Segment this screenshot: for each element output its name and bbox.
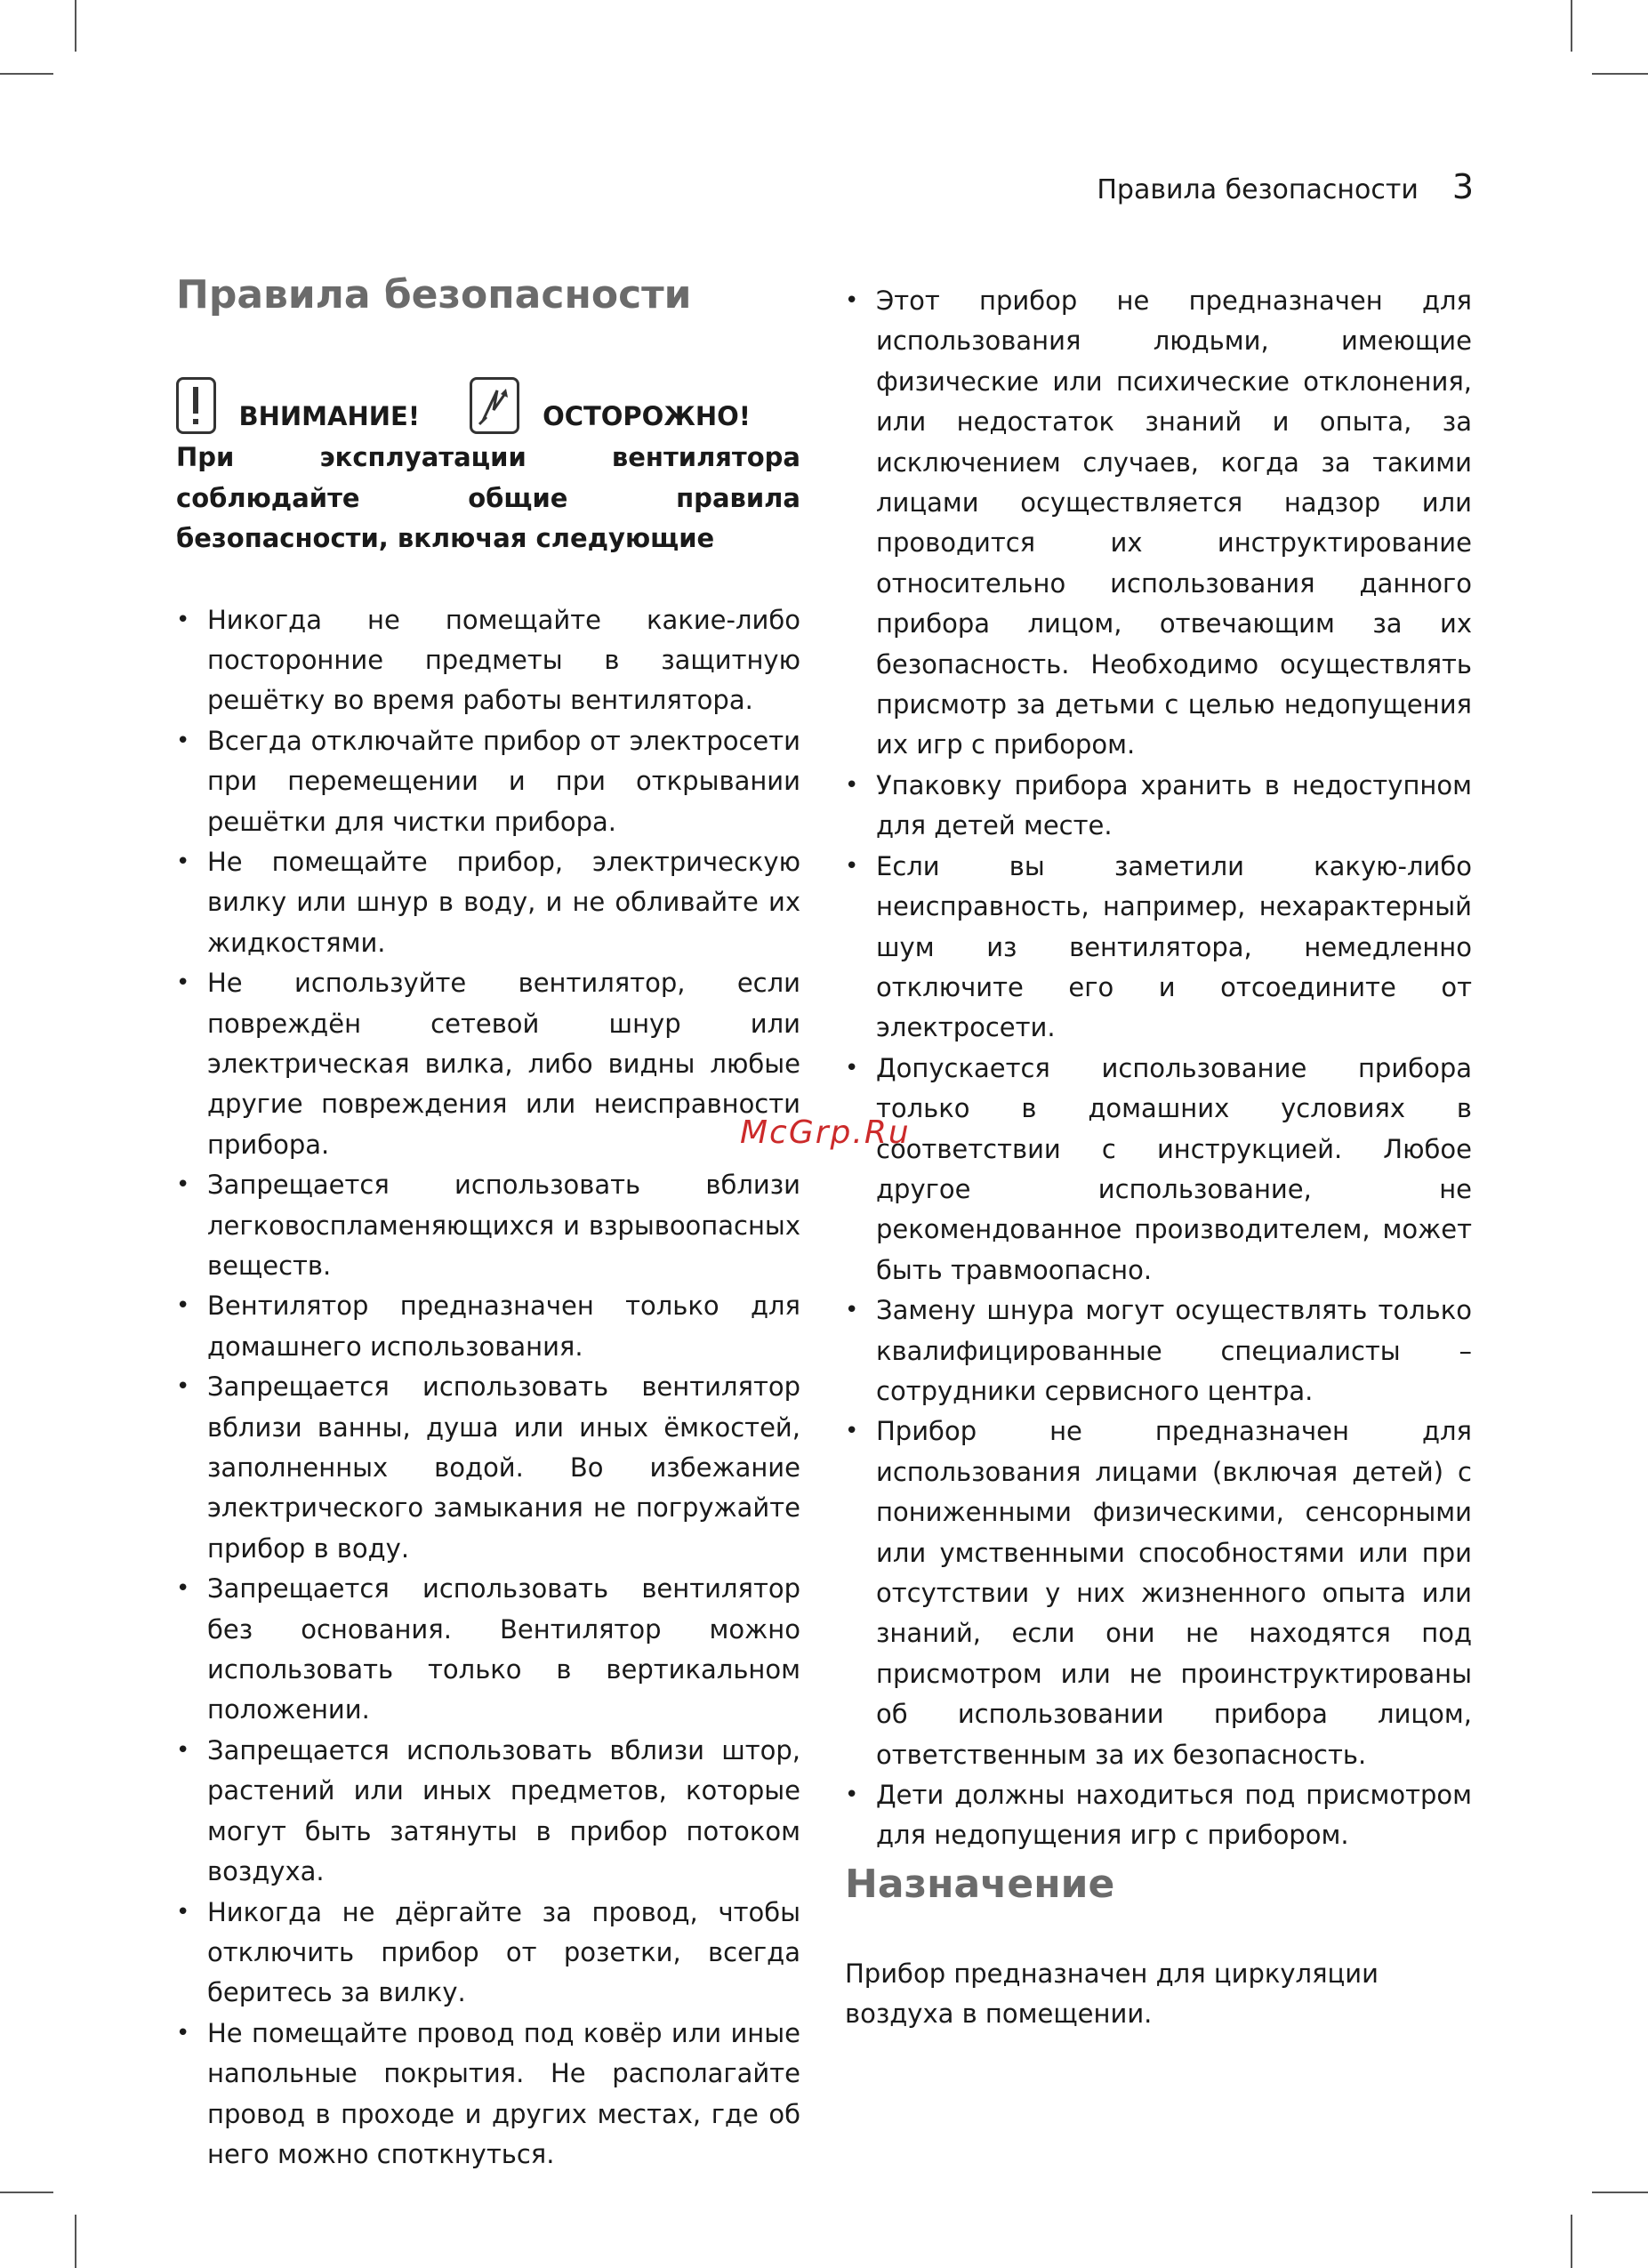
list-item: • Вентилятор предназначен только для домашнего использования. xyxy=(176,1286,800,1367)
warning-row xyxy=(176,365,800,434)
list-item: • Дети должны находиться под присмотром для недопущения игр с прибором. xyxy=(845,1775,1472,1856)
right-column xyxy=(845,281,1472,2035)
left-column xyxy=(176,267,800,2175)
exclamation-icon xyxy=(176,377,216,434)
list-item: • Никогда не помещайте какие-либо посторонние предметы в защитную решётку во время работы вентилятора. xyxy=(176,600,800,721)
list-item: • Допускается использование прибора только в домашних условиях в соответствии с инструкцией. Любое другое использование, не рекомендованное производителем, может быть травмоопасно. xyxy=(845,1049,1472,1291)
running-header-title: Правила безопасности xyxy=(1097,174,1419,205)
purpose-heading: Назначение xyxy=(845,1861,1115,1907)
list-item: • Не помещайте прибор, электрическую вилку или шнур в воду, и не обливайте их жидкостями. xyxy=(176,842,800,963)
safety-heading: Правила безопасности xyxy=(176,272,692,318)
list-item: • Этот прибор не предназначен для использования людьми, имеющие физические или психические отклонения, или недостаток знаний и опыта, за исключением случаев, когда за такими лицами осуществляется надзор или проводится их инструктирование относительно использования данного прибора лицом, отвечающим за их безопасность. Необходимо осуществлять присмотр за детьми с целью недопущения их игр с прибором. xyxy=(845,281,1472,766)
crop-mark xyxy=(1592,2192,1648,2193)
list-item: • Запрещается использовать вблизи штор, растений или иных предметов, которые могут быть затянуты в прибор потоком воздуха. xyxy=(176,1731,800,1893)
safety-list-left xyxy=(176,600,800,2176)
lightning-icon xyxy=(470,377,519,434)
list-item: • Не помещайте провод под ковёр или иные напольные покрытия. Не располагайте провод в проходе и других местах, где об него можно споткнуться. xyxy=(176,2014,800,2176)
list-item: • Не используйте вентилятор, если повреждён сетевой шнур или электрическая вилка, либо видны любые другие повреждения или неисправности прибора. xyxy=(176,963,800,1165)
crop-mark xyxy=(1571,2215,1572,2268)
list-item: • Запрещается использовать вентилятор без основания. Вентилятор можно использовать только в вертикальном положении. xyxy=(176,1569,800,1731)
list-item: • Если вы заметили какую-либо неисправность, например, нехарактерный шум из вентилятора, немедленно отключите его и отсоедините от электросети. xyxy=(845,847,1472,1049)
purpose-text: Прибор предназначен для циркуляции воздуха в помещении. xyxy=(845,1958,1379,2030)
caution-label: ОСТОРОЖНО! xyxy=(543,401,751,431)
list-item: • Всегда отключайте прибор от электросети при перемещении и при открывании решётки для чистки прибора. xyxy=(176,721,800,842)
safety-list-right xyxy=(845,281,1472,1856)
crop-mark xyxy=(75,0,76,52)
crop-mark xyxy=(0,73,53,75)
crop-mark xyxy=(0,2192,53,2193)
watermark: McGrp.Ru xyxy=(740,1114,911,1151)
crop-mark xyxy=(75,2215,76,2268)
crop-mark xyxy=(1592,73,1648,75)
warning-label: ВНИМАНИЕ! xyxy=(238,401,421,431)
page-number: 3 xyxy=(1451,167,1474,206)
running-header xyxy=(1097,167,1474,213)
list-item: • Никогда не дёргайте за провод, чтобы отключить прибор от розетки, всегда беритесь за вилку. xyxy=(176,1893,800,2014)
list-item: • Прибор не предназначен для использования лицами (включая детей) с пониженными физическими, сенсорными или умственными способностями или при отсутствии у них жизненного опыта или знаний, если они не находятся под присмотром или не проинструктированы об использовании прибора лицом, ответственным за их безопасность. xyxy=(845,1411,1472,1775)
list-item: • Запрещается использовать вблизи легковоспламеняющихся и взрывоопасных веществ. xyxy=(176,1165,800,1286)
list-item: • Упаковку прибора хранить в недоступном для детей месте. xyxy=(845,766,1472,847)
list-item: • Замену шнура могут осуществлять только квалифицированные специалисты – сотрудники сервисного центра. xyxy=(845,1291,1472,1411)
list-item: • Запрещается использовать вентилятор вблизи ванны, душа или иных ёмкостей, заполненных водой. Во избежание электрического замыкания не погружайте прибор в воду. xyxy=(176,1367,800,1569)
crop-mark xyxy=(1571,0,1572,52)
safety-intro: При эксплуатации вентилятора соблюдайте общие правила безопасности, включая следующие xyxy=(176,442,800,553)
